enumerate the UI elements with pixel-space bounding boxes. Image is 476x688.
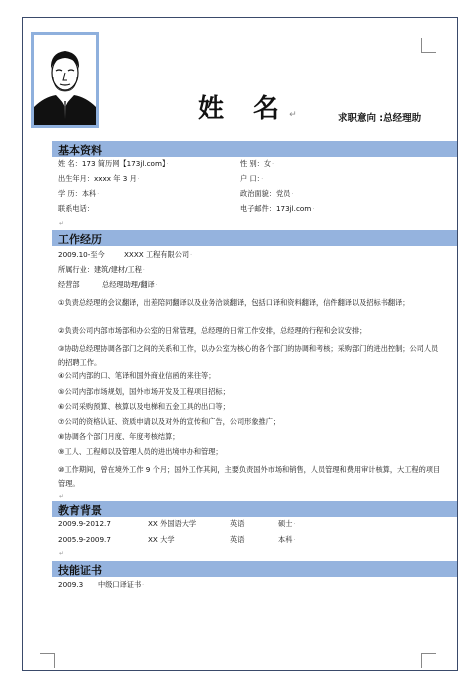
edu-school: XX 外国语大学 [148, 519, 197, 528]
portrait-photo[interactable] [31, 32, 99, 128]
crop-mark-bottom-left [40, 653, 55, 668]
edu-major: 英语 [230, 535, 245, 544]
paragraph-mark: ↵ [59, 493, 65, 500]
gender-row: 性 别：女· [240, 159, 274, 168]
edu-major: 英语 [230, 519, 245, 528]
crop-mark-top-right [421, 38, 436, 53]
duty-item: ②负责公司内部市场部和办公室的日常管理，总经理的日常工作安排，总经理的行程和会议安排； [58, 326, 367, 335]
job-intention: 求职意向 :总经理助 [338, 113, 422, 124]
phone-row: 联系电话： [58, 204, 94, 213]
name-row: 姓 名：173 简历网【173jl.com】· [58, 159, 169, 168]
duty-item: ⑥公司采购预算、核算以及电梯和五金工具的出口等； [58, 402, 230, 411]
work-role: 总经理助理/翻译· [102, 280, 158, 289]
edu-school: XX 大学 [148, 535, 175, 544]
paragraph-mark: ↵ [59, 220, 65, 227]
section-certificates [52, 561, 457, 577]
edu-period: 2009.9-2012.7 [58, 519, 111, 528]
section-education [52, 501, 457, 517]
section-title: 基本资料 [58, 144, 102, 157]
hukou-row: 户 口：· [240, 174, 264, 183]
duty-item: ⑤公司内部市场规划，国外市场开发及工程项目招标； [58, 387, 230, 396]
duty-item: ④公司内部的口、笔译和国外商业信函的来往等； [58, 371, 216, 380]
section-work-experience [52, 230, 457, 246]
edu-period: 2005.9-2009.7 [58, 535, 111, 544]
paragraph-mark: ↵ [59, 550, 65, 557]
work-industry: 所属行业：建筑/建材/工程· [58, 265, 145, 274]
duty-item: ⑨工人、工程师以及管理人员的进出境申办和管理； [58, 447, 223, 456]
work-company: XXXX 工程有限公司· [124, 250, 193, 259]
email-row: 电子邮件：173jl.com· [240, 204, 315, 213]
edu-degree: 硕士· [278, 519, 296, 528]
duty-item: ⑧协调各个部门月度、年度考核结算； [58, 432, 180, 441]
edu-degree: 本科· [278, 535, 296, 544]
duty-item: ⑦公司的资格认证、资质申请以及对外的宣传和广告，公司形象推广； [58, 417, 281, 426]
section-title: 工作经历 [58, 233, 102, 246]
portrait-icon [34, 35, 96, 125]
section-basic-info [52, 141, 457, 157]
section-title: 教育背景 [58, 504, 102, 517]
birth-row: 出生年月：xxxx 年 3 月· [58, 174, 140, 183]
crop-mark-bottom-right [421, 653, 436, 668]
work-dept: 经营部 [58, 280, 80, 289]
name-title: 姓 名↵ [198, 94, 297, 124]
duty-item: ①负责总经理的会议翻译，出差陪同翻译以及业务洽谈翻译，包括口译和资料翻译，信件翻译以及招标书翻译； [58, 298, 410, 307]
cert-name: 中级口译证书· [98, 580, 145, 589]
duty-item: ⑩工作期间，曾在境外工作 9 个月；国外工作其间，主要负责国外市场和销售，人员管理和费用审计核算，大工程的项目管理。 [58, 465, 441, 488]
education-row: 学 历：本科· [58, 189, 100, 198]
duty-item: ③协助总经理协调各部门之间的关系和工作，以办公室为核心的各个部门的协调和考核；采购部门的进出控制；公司人员的招聘工作。 [58, 344, 439, 367]
cert-date: 2009.3 [58, 580, 84, 589]
section-title: 技能证书 [58, 564, 102, 577]
work-period: 2009.10-至今 [58, 250, 105, 259]
politics-row: 政治面貌：党员· [240, 189, 294, 198]
